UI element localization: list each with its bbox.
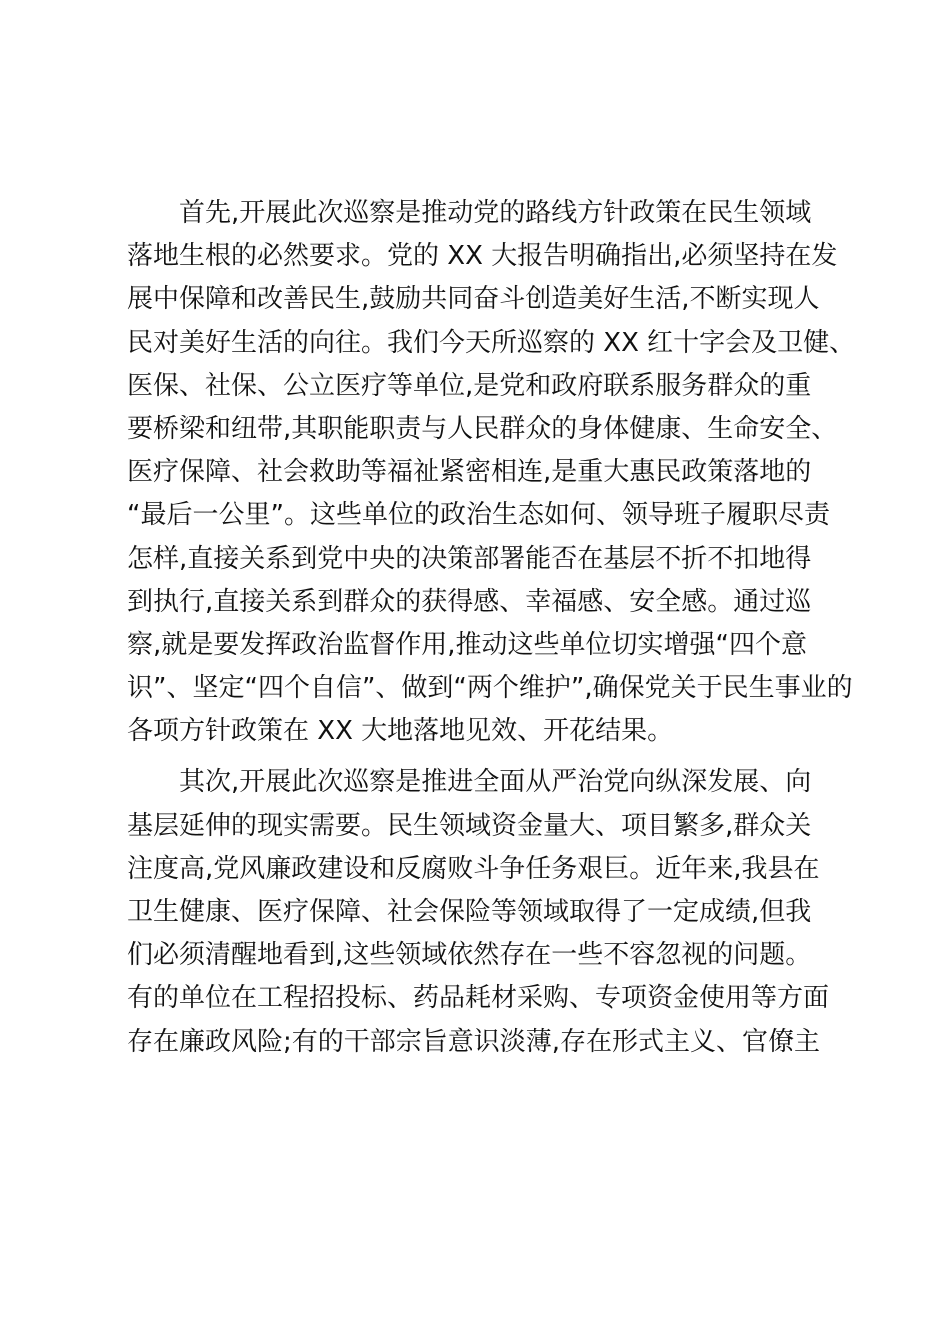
document-body xyxy=(127,192,856,1064)
text-line: 察,就是要发挥政治监督作用,推动这些单位切实增强“四个意 xyxy=(127,629,807,660)
paragraph-second xyxy=(127,761,830,1063)
text-line: 各项方针政策在 XX 大地落地见效、开花结果。 xyxy=(127,716,674,747)
text-line: 展中保障和改善民生,鼓励共同奋斗创造美好生活,不断实现人 xyxy=(127,284,820,315)
text-line: 民对美好生活的向往。我们今天所巡察的 XX 红十字会及卫健、 xyxy=(127,327,856,358)
text-line: 有的单位在工程招投标、药品耗材采购、专项资金使用等方面 xyxy=(127,983,830,1014)
text-line: 怎样,直接关系到党中央的决策部署能否在基层不折不扣地得 xyxy=(127,543,812,574)
text-line: 到执行,直接关系到群众的获得感、幸福感、安全感。通过巡 xyxy=(127,586,812,617)
text-line: 首先,开展此次巡察是推动党的路线方针政策在民生领域 xyxy=(179,198,812,228)
text-line: 要桥梁和纽带,其职能职责与人民群众的身体健康、生命安全、 xyxy=(127,413,838,444)
text-line: 医保、社保、公立医疗等单位,是党和政府联系服务群众的重 xyxy=(127,370,812,401)
text-line: 存在廉政风险;有的干部宗旨意识淡薄,存在形式主义、官僚主 xyxy=(127,1026,821,1057)
text-line: 识”、坚定“四个自信”、做到“两个维护”,确保党关于民生事业的 xyxy=(127,673,853,704)
text-line: 卫生健康、医疗保障、社会保险等领域取得了一定成绩,但我 xyxy=(127,897,812,927)
text-line: 们必须清醒地看到,这些领域依然存在一些不容忽视的问题。 xyxy=(127,940,812,971)
text-line: 落地生根的必然要求。党的 XX 大报告明确指出,必须坚持在发 xyxy=(127,241,838,272)
text-line: 医疗保障、社会救助等福祉紧密相连,是重大惠民政策落地的 xyxy=(127,457,812,488)
paragraph-first xyxy=(127,192,856,753)
text-line: 基层延伸的现实需要。民生领域资金量大、项目繁多,群众关 xyxy=(127,810,812,841)
text-line: “最后一公里”。这些单位的政治生态如何、领导班子履职尽责 xyxy=(127,500,830,531)
text-line: 其次,开展此次巡察是推进全面从严治党向纵深发展、向 xyxy=(179,767,812,798)
text-line: 注度高,党风廉政建设和反腐败斗争任务艰巨。近年来,我县在 xyxy=(127,853,820,884)
